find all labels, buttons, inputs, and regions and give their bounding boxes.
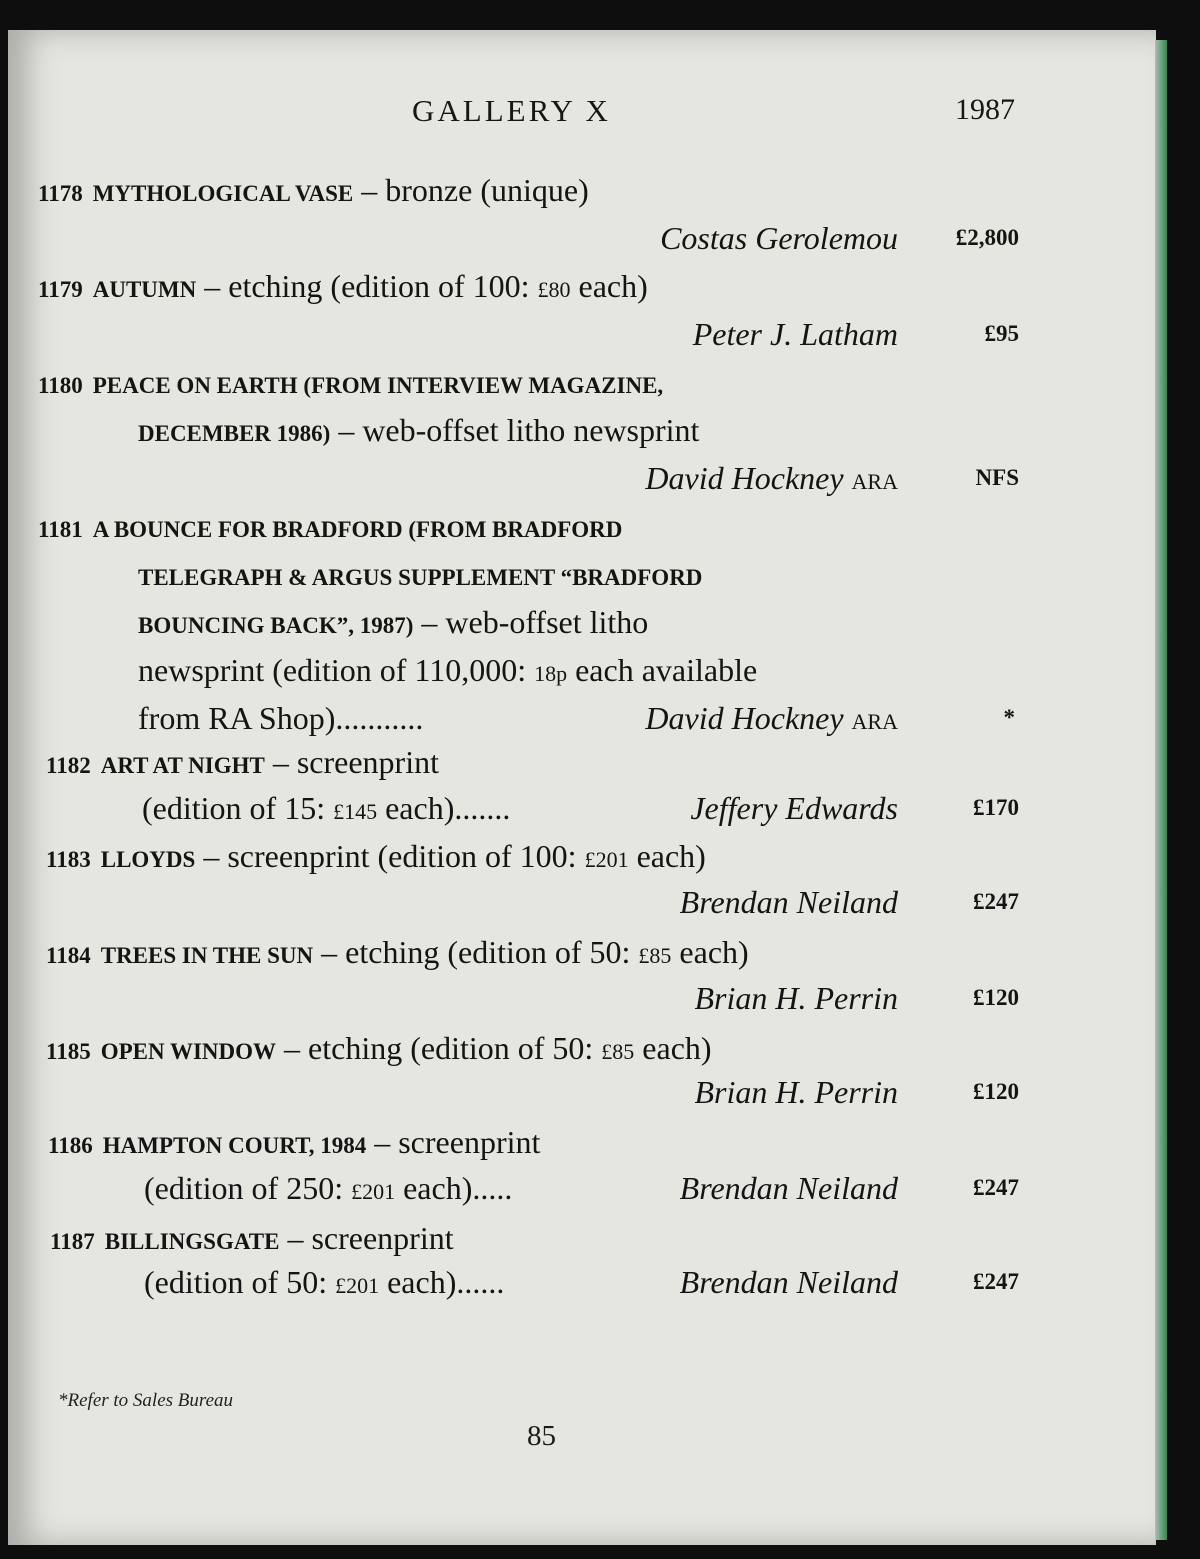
entry-1184 xyxy=(0,930,1200,974)
entry-1186-artist-line xyxy=(0,1166,1200,1210)
price: £95 xyxy=(984,321,1019,346)
entry-1184-artist-line xyxy=(0,976,1200,1020)
entry-title: HAMPTON COURT, 1984 xyxy=(102,1133,367,1158)
entry-medium: – web-offset litho newsprint xyxy=(330,412,700,448)
entry-number: 1187 xyxy=(50,1229,95,1254)
entry-title: BILLINGSGATE xyxy=(104,1229,280,1254)
entry-medium-cont: (edition of 250: xyxy=(144,1170,352,1206)
entry-title-cont: TELEGRAPH & ARGUS SUPPLEMENT “BRADFORD xyxy=(138,565,703,590)
gallery-title: GALLERY X xyxy=(412,93,611,128)
entry-medium: – screenprint xyxy=(279,1220,454,1256)
entry-1179-artist-line xyxy=(0,312,1200,356)
entry-1178-artist-line xyxy=(0,216,1200,260)
artist-name: David Hockney ARA xyxy=(645,460,898,496)
entry-1178 xyxy=(0,168,1200,212)
each-price: £85 xyxy=(601,1039,635,1064)
entry-medium-cont: (edition of 15: xyxy=(142,790,334,826)
price: £170 xyxy=(973,795,1019,820)
entry-title-cont: DECEMBER 1986) xyxy=(138,421,331,446)
dot-leader: ..... xyxy=(472,1170,513,1206)
artist-name: Brendan Neiland xyxy=(679,884,898,920)
entry-title: PEACE ON EARTH (FROM INTERVIEW MAGAZINE, xyxy=(92,373,664,398)
each-price: £85 xyxy=(638,943,672,968)
entry-1179 xyxy=(0,264,1200,308)
entry-medium-cont: newsprint (edition of 110,000: xyxy=(138,652,535,688)
artist-name: David Hockney ARA xyxy=(645,700,898,736)
price: £120 xyxy=(973,1079,1019,1104)
entry-medium-end: each) xyxy=(634,1030,712,1066)
artist-name: Costas Gerolemou xyxy=(660,220,898,256)
entry-1186 xyxy=(0,1120,1200,1164)
price: NFS xyxy=(975,465,1019,490)
entry-number: 1185 xyxy=(46,1039,91,1064)
entry-1181-line2 xyxy=(0,552,1200,596)
entry-number: 1181 xyxy=(38,517,83,542)
artist-name: Brian H. Perrin xyxy=(694,1074,898,1110)
entry-medium-end: each) xyxy=(379,1264,457,1300)
entry-number: 1184 xyxy=(46,943,91,968)
dot-leader: ....... xyxy=(454,790,511,826)
entry-number: 1186 xyxy=(48,1133,93,1158)
artist-suffix: ARA xyxy=(851,469,898,494)
each-price: £201 xyxy=(335,1273,380,1298)
price: £2,800 xyxy=(955,225,1019,250)
entry-medium: – web-offset litho xyxy=(413,604,649,640)
page-number: 85 xyxy=(527,1420,556,1452)
price: £120 xyxy=(973,985,1019,1010)
entry-number: 1182 xyxy=(46,753,91,778)
artist-name: Peter J. Latham xyxy=(692,316,898,352)
entry-number: 1183 xyxy=(46,847,91,872)
entry-1181-artist-line xyxy=(0,696,1200,740)
price: * xyxy=(1003,705,1015,730)
entry-1180-line2 xyxy=(0,408,1200,452)
entry-title-cont: BOUNCING BACK”, 1987) xyxy=(138,613,414,638)
entry-1187-artist-line xyxy=(0,1260,1200,1304)
entry-medium-end: each available xyxy=(567,652,758,688)
entry-medium-end: each) xyxy=(628,838,706,874)
artist-name: Brian H. Perrin xyxy=(694,980,898,1016)
entry-title: TREES IN THE SUN xyxy=(100,943,314,968)
price: £247 xyxy=(973,1175,1019,1200)
artist-suffix: ARA xyxy=(851,709,898,734)
each-price: 18p xyxy=(534,661,568,686)
entry-1185 xyxy=(0,1026,1200,1070)
entry-title: AUTUMN xyxy=(92,277,197,302)
entry-medium-cont: from RA Shop) xyxy=(138,700,336,736)
artist-name: Jeffery Edwards xyxy=(690,790,898,826)
entry-1187 xyxy=(0,1216,1200,1260)
entry-medium-cont: (edition of 50: xyxy=(144,1264,336,1300)
entry-1180-artist-line xyxy=(0,456,1200,500)
dot-leader: ...... xyxy=(456,1264,505,1300)
entry-medium: – etching (edition of 100: xyxy=(196,268,538,304)
dot-leader: ........... xyxy=(335,700,424,736)
entry-title: LLOYDS xyxy=(100,847,196,872)
entry-1185-artist-line xyxy=(0,1070,1200,1114)
price: £247 xyxy=(973,1269,1019,1294)
entry-1183 xyxy=(0,834,1200,878)
entry-medium-end: each) xyxy=(395,1170,473,1206)
artist-name: Brendan Neiland xyxy=(679,1170,898,1206)
entry-1180 xyxy=(0,360,1200,404)
artist-name: Brendan Neiland xyxy=(679,1264,898,1300)
entry-medium-end: each) xyxy=(377,790,455,826)
entry-title: MYTHOLOGICAL VASE xyxy=(92,181,354,206)
entry-1182-artist-line xyxy=(0,786,1200,830)
entry-medium-end: each) xyxy=(671,934,749,970)
entry-medium: – screenprint (edition of 100: xyxy=(195,838,585,874)
entry-number: 1178 xyxy=(38,181,83,206)
entry-medium: – screenprint xyxy=(264,744,439,780)
each-price: £201 xyxy=(351,1179,396,1204)
entry-medium: – screenprint xyxy=(366,1124,541,1160)
footnote: *Refer to Sales Bureau xyxy=(58,1390,234,1411)
entry-1181 xyxy=(0,504,1200,548)
entry-medium-end: each) xyxy=(570,268,648,304)
entry-1182 xyxy=(0,740,1200,784)
entry-1181-line4 xyxy=(0,648,1200,692)
catalogue-year: 1987 xyxy=(955,93,1015,126)
entry-title: OPEN WINDOW xyxy=(100,1039,277,1064)
entry-number: 1180 xyxy=(38,373,83,398)
entry-number: 1179 xyxy=(38,277,83,302)
each-price: £145 xyxy=(333,799,378,824)
entry-1181-line3 xyxy=(0,600,1200,644)
each-price: £80 xyxy=(537,277,571,302)
entry-title: A BOUNCE FOR BRADFORD (FROM BRADFORD xyxy=(92,517,623,542)
entry-title: ART AT NIGHT xyxy=(100,753,265,778)
price: £247 xyxy=(973,889,1019,914)
entry-medium: – bronze (unique) xyxy=(353,172,589,208)
entry-1183-artist-line xyxy=(0,880,1200,924)
entry-medium: – etching (edition of 50: xyxy=(276,1030,602,1066)
each-price: £201 xyxy=(584,847,629,872)
entry-medium: – etching (edition of 50: xyxy=(313,934,639,970)
